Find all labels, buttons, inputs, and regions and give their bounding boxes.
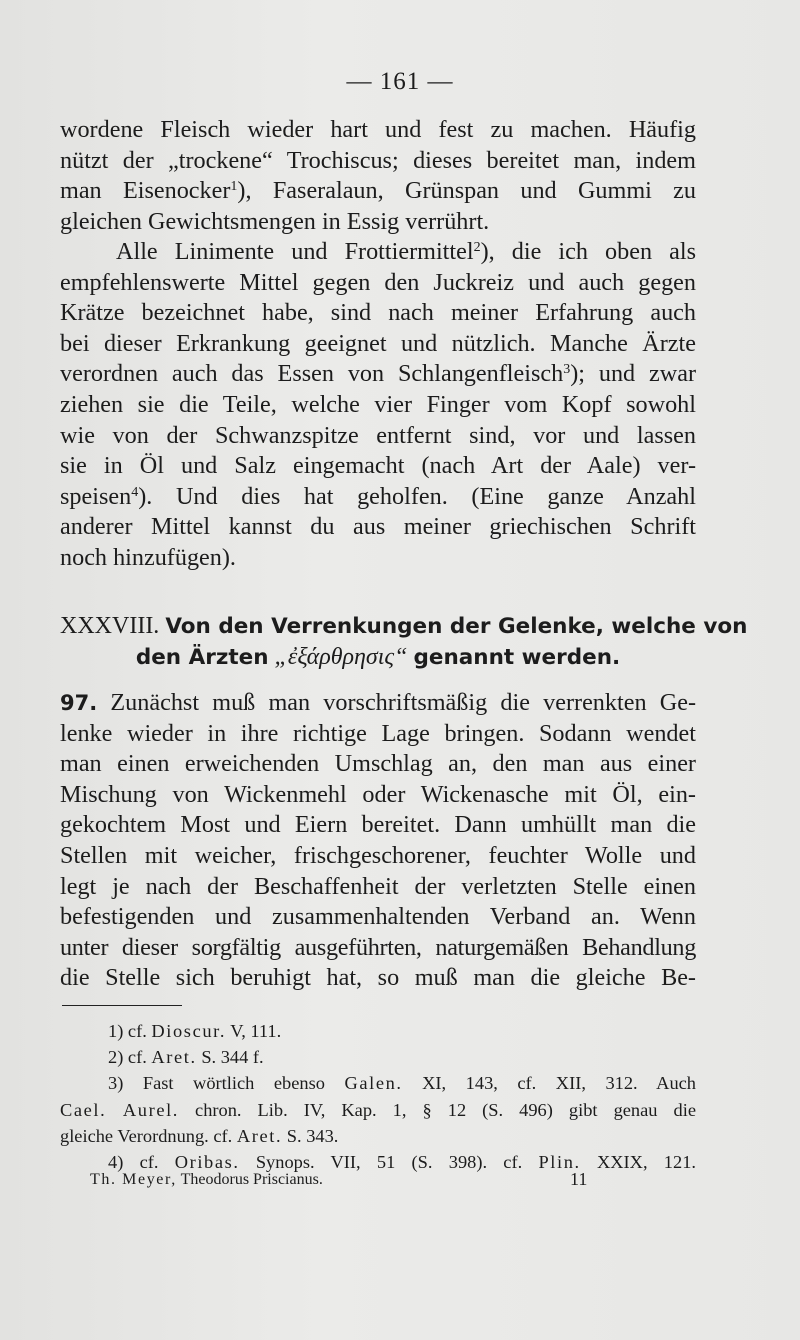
text-line: sie in Öl und Salz eingemacht (nach Art der Aale) ver- [60, 452, 696, 480]
footnote-1: 1) cf. Dioscur. V, 111. [108, 1021, 282, 1041]
text-line: Mischung von Wickenmehl oder Wickenasche mit Öl, ein- [60, 780, 696, 808]
page-number: — 161 — [346, 68, 454, 95]
text-line: man Eisenocker$^1$), Faseralaun, Grünspan und Gummi zu [60, 177, 697, 205]
signature-mark: 11 [570, 1169, 588, 1189]
footnote-3: 3) Fast wörtlich ebenso Galen. XI, 143, cf. XII, 312. Auch [108, 1073, 697, 1094]
footnotes [60, 1018, 696, 1175]
text-line: unter dieser sorgfältig ausgeführten, naturgemäßen Behandlung [60, 933, 696, 961]
footnote-ref: 3 [563, 362, 571, 378]
footnote-2: 2) cf. Aret. S. 344 f. [108, 1047, 264, 1068]
paragraph-2 [60, 237, 696, 574]
text-line: anderer Mittel kannst du aus meiner griechischen Schrift [60, 513, 696, 541]
footnote-ref: 4 [131, 484, 139, 500]
text-line: Krätze bezeichnet habe, sind nach meiner Erfahrung auch [60, 299, 696, 327]
section-numeral: XXXVIII. [60, 613, 160, 639]
text-line: wie von der Schwanzspitze entfernt sind, vor und lassen [60, 421, 696, 449]
text-line: empfehlenswerte Mittel gegen den Juckreiz und auch gegen [60, 268, 696, 296]
paragraph-number: 97. [60, 691, 98, 715]
footnote-divider [62, 1005, 182, 1006]
footnote-3-cont: gleiche Verordnung. cf. Aret. S. 343. [60, 1125, 339, 1146]
text-line: man einen erweichenden Umschlag an, den man aus einer [60, 750, 696, 778]
text-line: gekochtem Most und Eiern bereitet. Dann umhüllt man die [60, 811, 696, 839]
text-line: die Stelle sich beruhigt hat, so muß man die gleiche Be- [60, 964, 696, 992]
footnote-3-cont: Cael. Aurel. chron. Lib. IV, Kap. 1, § 12 (S. 496) gibt genau die [60, 1099, 696, 1120]
text-line: lenke wieder in ihre richtige Lage bringen. Sodann wendet [60, 719, 696, 747]
page-footer [90, 1171, 630, 1189]
heading-line: den Ärzten „ἐξάρθρησις“ genannt werden. [135, 643, 621, 670]
text-line: bei dieser Erkrankung geeignet und nützlich. Manche Ärzte [60, 329, 696, 357]
paragraph-3 [60, 688, 696, 994]
text-line: legt je nach der Beschaffenheit der verletzten Stelle einen [60, 872, 696, 900]
text-line: Stellen mit weicher, frischgeschorener, feuchter Wolle und [60, 841, 696, 869]
text-line: nützt der „trockene“ Trochiscus; dieses bereitet man, indem [60, 146, 696, 174]
text-line: verordnen auch das Essen von Schlangenfleisch$^3$); und zwar [60, 360, 696, 388]
footer-author: Th. Meyer, [90, 1171, 177, 1188]
text-line: befestigenden und zusammenhaltenden Verband an. Wenn [60, 903, 696, 931]
text-line: gleichen Gewichtsmengen in Essig verrührt. [60, 207, 490, 235]
footnote-4: 4) cf. Oribas. Synops. VII, 51 (S. 398). cf. Plin. XXIX, 121. [108, 1151, 696, 1172]
text-line: ziehen sie die Teile, welche vier Finger vom Kopf sowohl [60, 390, 696, 418]
footnote-ref: 1 [230, 179, 238, 195]
text-line: 97. Zunächst muß man vorschriftsmäßig die verrenkten Ge- [60, 689, 696, 716]
section-heading [60, 611, 748, 672]
text-line: Alle Linimente und Frottiermittel$^2$), die ich oben als [116, 238, 697, 265]
text-line: noch hinzufügen). [60, 543, 236, 571]
heading-line: XXXVIII. Von den Verrenkungen der Gelenke, welche von [60, 613, 748, 639]
text-line: wordene Fleisch wieder hart und fest zu machen. Häufig [60, 116, 696, 143]
text-line: speisen$^4$). Und dies hat geholfen. (Eine ganze Anzahl [60, 482, 696, 510]
footer-title: Theodorus Priscianus. [180, 1171, 323, 1188]
greek-term: „ἐξάρθρησις“ [274, 643, 408, 670]
paragraph-1 [60, 115, 696, 237]
footnote-ref: 2 [473, 240, 481, 255]
